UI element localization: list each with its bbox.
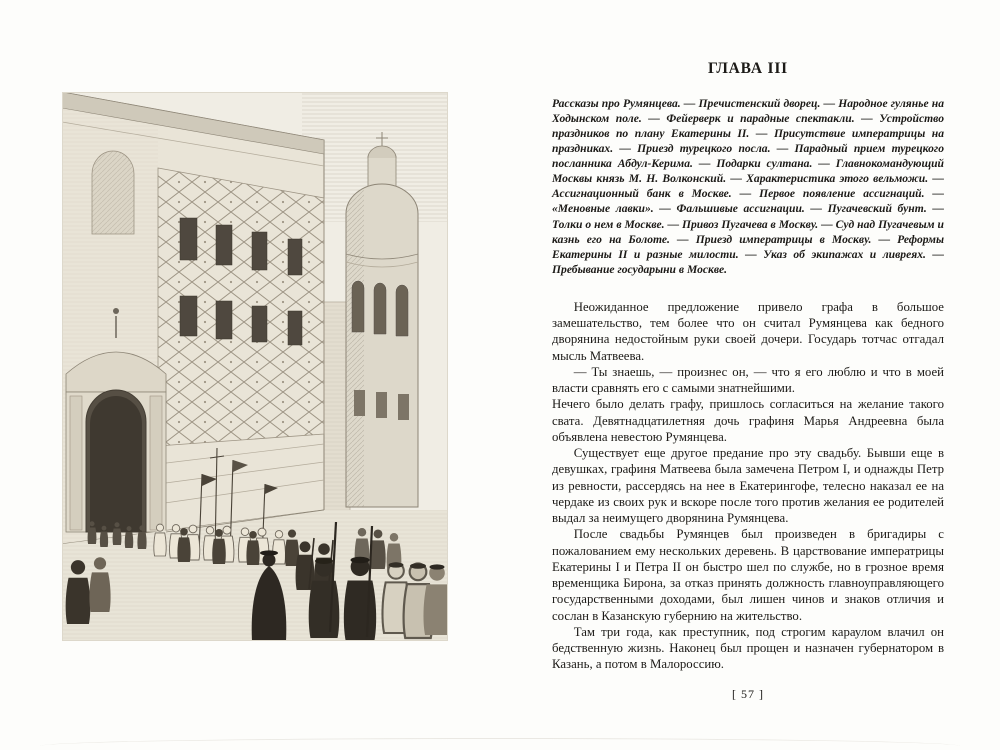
body-text: [552, 299, 944, 673]
right-page: [552, 60, 944, 702]
engraving-svg: [62, 92, 448, 641]
paragraph: После свадьбы Румянцев был произведен в бригадиры с пожалованием ему нескольких деревень. В царствование императрицы Екатерины I и Петра II он быстро шел по службе, но в грозное время временщика Бирона, за отказ принять должность главноуправляющего государственными доходами, был лишен чинов и знаков отличия и сослан в Казанскую губернию на жительство.: [552, 527, 944, 623]
chapter-synopsis: Рассказы про Румянцева. — Пречистенский дворец. — Народное гулянье на Ходынском поле. — Фейерверк и парадные спектакли. — Устройство праздников по плану Екатерины II. — Присутствие императрицы на праздниках. — Приезд турецкого посла. — Парадный прием турецкого посланника Абдул-Керима. — Подарки султана. — Главнокомандующий Москвы князь М. Н. Волконский. — Характеристика этого вельможи. — Ассигнационный банк в Москве. — Первое появление ассигнаций. — «Меновные лавки». — Фальшивые ассигнации. — Пугачевский бунт. — Толки о нем в Москве. — Привоз Пугачева в Москву. — Суд над Пугачевым и казнь его на Болоте. — Приезд императрицы в Москву. — Реформы Екатерины II и разные милости. — Указ об экипажах и ливреях. — Пребывание государыни в Москве.: [552, 97, 944, 276]
chapter-title: ГЛАВА III: [708, 60, 788, 77]
book-edge: [40, 738, 960, 746]
paragraph: Неожиданное предложение привело графа в большое замешательство, тем более что он считал Румянцева как бедного дворянина недостойным руки своей дочери. Государь тотчас отгадал мысль Матвеева.: [552, 299, 944, 363]
paragraph-dialogue: — Ты знаешь, — произнес он, — что я его люблю и что в моей власти сравнять его с самыми знатнейшими.: [552, 364, 944, 395]
page-number: [ 57 ]: [732, 686, 764, 701]
paragraph: Там три года, как преступник, под строгим караулом влачил он бедственную жизнь. Наконец был прощен и назначен губернатором в Казань, а потом в Малороссию.: [552, 624, 944, 672]
engraving-illustration: [62, 92, 448, 641]
left-page: [62, 92, 448, 641]
paragraph: Нечего было делать графу, пришлось согласиться на желание такого свата. Девятнадцатилетняя дочь графиня Марья Андреевна была объявлена невестою Румянцева.: [552, 397, 944, 444]
paragraph: Существует еще другое предание про эту свадьбу. Бывши еще в девушках, графиня Матвеева была замечена Петром I, и однажды Петр из ревности, рассердясь на нее в Екатерингофе, телесно наказал ее на чердаке из своих рук и вскоре после того против желания ее родителей выдал за неимущего дворянина Румянцева.: [552, 446, 944, 525]
